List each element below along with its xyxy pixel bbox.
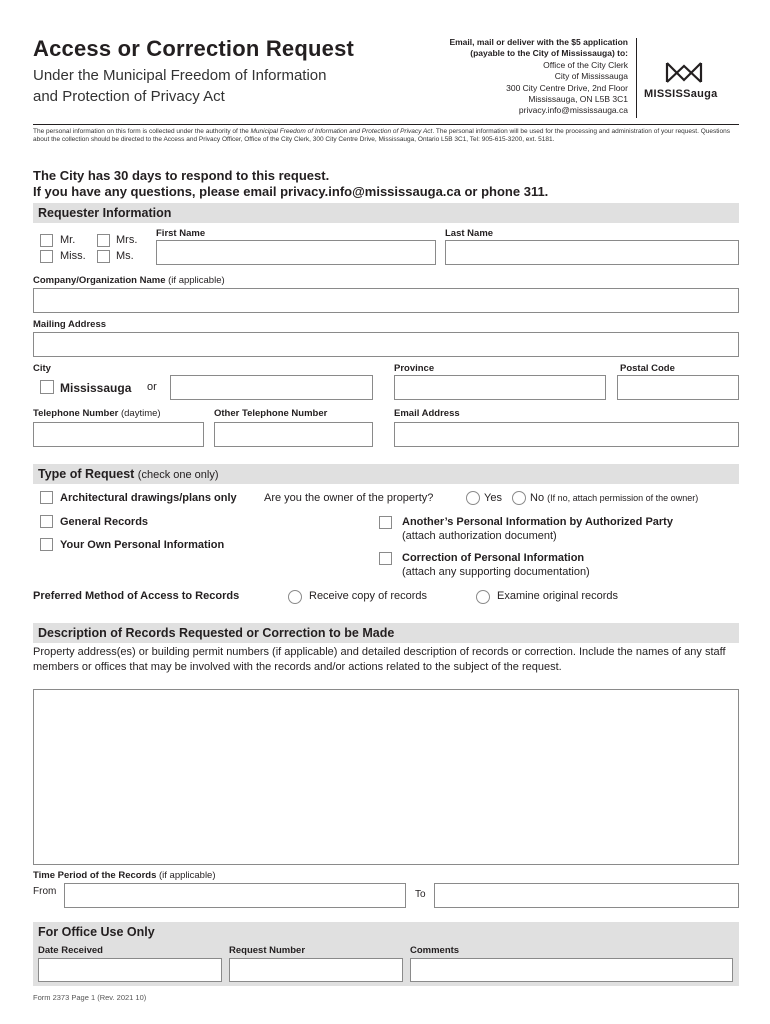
address-line-7: privacy.info@mississauga.ca (518, 105, 628, 116)
correction-checkbox[interactable] (379, 552, 392, 565)
time-period-note: (if applicable) (159, 870, 216, 881)
mailing-address-field[interactable] (33, 332, 739, 357)
owner-question: Are you the owner of the property? (264, 492, 434, 504)
company-label-note: (if applicable) (168, 275, 225, 286)
date-received-label: Date Received (38, 945, 103, 956)
company-field[interactable] (33, 288, 739, 313)
header-divider (636, 38, 637, 118)
owner-yes-radio[interactable] (466, 491, 480, 505)
page-subtitle-line-2: and Protection of Privacy Act (33, 88, 225, 105)
another-info-label: Another’s Personal Information by Authorized Party (402, 516, 673, 528)
comments-label: Comments (410, 945, 460, 956)
owner-no-label (530, 492, 698, 504)
from-field[interactable] (64, 883, 406, 908)
company-label-text: Company/Organization Name (33, 275, 166, 286)
first-name-field[interactable] (156, 240, 436, 265)
phone-label (33, 408, 161, 419)
title-ms-label: Ms. (116, 250, 134, 262)
address-line-3: Office of the City Clerk (543, 59, 628, 70)
general-records-label: General Records (60, 516, 149, 528)
owner-no-note: (If no, attach permission of the owner) (547, 493, 699, 503)
architectural-label: Architectural drawings/plans only (60, 492, 237, 504)
office-use-panel (33, 922, 739, 986)
phone-label-text: Telephone Number (33, 408, 119, 419)
receive-copy-label: Receive copy of records (309, 590, 427, 602)
own-info-label: Your Own Personal Information (60, 539, 225, 551)
title-mr-label: Mr. (60, 234, 76, 246)
owner-no-radio[interactable] (512, 491, 526, 505)
own-info-checkbox[interactable] (40, 538, 53, 551)
correction-note: (attach any supporting documentation) (402, 566, 590, 578)
email-label: Email Address (394, 408, 460, 419)
section-requester (33, 203, 739, 223)
postal-code-field[interactable] (617, 375, 739, 400)
mailing-address-label: Mailing Address (33, 319, 107, 330)
other-phone-field[interactable] (214, 422, 373, 447)
city-logo (644, 60, 738, 100)
other-phone-label: Other Telephone Number (214, 408, 328, 419)
time-period-label (33, 870, 216, 881)
postal-code-label: Postal Code (620, 363, 675, 374)
section-request-type-note: (check one only) (137, 469, 219, 481)
phone-field[interactable] (33, 422, 204, 447)
city-mississauga-checkbox[interactable] (40, 380, 54, 394)
description-instructions: Property address(es) or building permit numbers (if applicable) and detailed description of records or correction. Include the names of any staff members or offices that may be involved with the records and/or actions related to the subject of the request. (33, 646, 726, 673)
logo-mark-icon (664, 60, 704, 86)
city-field[interactable] (170, 375, 373, 400)
title-ms-checkbox[interactable] (97, 250, 110, 263)
address-line-6: Mississauga, ON L5B 3C1 (528, 94, 628, 105)
city-mississauga-label: Mississauga (60, 381, 132, 395)
section-requester-heading: Requester Information (38, 206, 172, 220)
address-line-1: Email, mail or deliver with the $5 application (449, 37, 628, 47)
date-received-field[interactable] (38, 958, 222, 982)
privacy-text-1: The personal information on this form is collected under the authority of the (33, 128, 251, 135)
correction-label: Correction of Personal Information (402, 552, 585, 564)
title-miss-label: Miss. (60, 250, 86, 262)
privacy-act-name: Municipal Freedom of Information and Protection of Privacy Act (250, 128, 433, 135)
another-info-checkbox[interactable] (379, 516, 392, 529)
title-mrs-checkbox[interactable] (97, 234, 110, 247)
time-period-text: Time Period of the Records (33, 870, 157, 881)
general-records-checkbox[interactable] (40, 515, 53, 528)
address-line-5: 300 City Centre Drive, 2nd Floor (506, 82, 628, 93)
owner-no-text: No (530, 492, 545, 504)
company-label (33, 275, 225, 286)
contact-notice: If you have any questions, please email privacy.info@mississauga.ca or phone 311. (33, 184, 549, 199)
city-label: City (33, 363, 51, 374)
first-name-label: First Name (156, 228, 206, 239)
architectural-checkbox[interactable] (40, 491, 53, 504)
comments-field[interactable] (410, 958, 733, 982)
address-line-4: City of Mississauga (554, 71, 628, 82)
preferred-method-label: Preferred Method of Access to Records (33, 590, 240, 602)
province-label: Province (394, 363, 435, 374)
to-field[interactable] (434, 883, 739, 908)
owner-yes-label: Yes (484, 492, 502, 504)
section-request-type (33, 464, 739, 484)
request-number-label: Request Number (229, 945, 306, 956)
office-use-heading: For Office Use Only (38, 925, 155, 939)
mailing-instructions (398, 37, 628, 117)
province-field[interactable] (394, 375, 606, 400)
page-subtitle-line-1: Under the Municipal Freedom of Information (33, 67, 327, 84)
privacy-text-2: . The personal information will be used for the processing and administration of your request. Questions about the collection should be directed to the Access and Privacy Officer, Office of the City Clerk, 300 City Centre Drive, Mississauga, Ontario L5B 3C1, Tel: 905-615-3200, ext. 5181. (33, 128, 730, 144)
examine-original-radio[interactable] (476, 590, 490, 604)
phone-label-note: (daytime) (120, 408, 161, 419)
page-title: Access or Correction Request (33, 36, 355, 61)
address-line-2: (payable to the City of Mississauga) to: (470, 48, 628, 59)
last-name-field[interactable] (445, 240, 739, 265)
city-or-label: or (147, 381, 157, 393)
email-field[interactable] (394, 422, 739, 447)
receive-copy-radio[interactable] (288, 590, 302, 604)
another-info-note: (attach authorization document) (402, 530, 557, 542)
section-description-heading: Description of Records Requested or Correction to be Made (38, 626, 395, 640)
title-miss-checkbox[interactable] (40, 250, 53, 263)
privacy-notice (33, 128, 739, 144)
form-footer: Form 2373 Page 1 (Rev. 2021 10) (33, 993, 147, 1002)
response-notice: The City has 30 days to respond to this request. (33, 168, 330, 183)
logo-wordmark: MISSISSauga (644, 88, 718, 100)
section-description (33, 623, 739, 643)
header-rule (33, 124, 739, 125)
request-number-field[interactable] (229, 958, 403, 982)
to-label: To (415, 889, 426, 900)
section-request-type-heading: Type of Request (38, 467, 135, 481)
description-textarea[interactable] (33, 689, 739, 865)
title-mr-checkbox[interactable] (40, 234, 53, 247)
last-name-label: Last Name (445, 228, 494, 239)
from-label: From (33, 886, 57, 897)
title-mrs-label: Mrs. (116, 234, 138, 246)
examine-original-label: Examine original records (497, 590, 619, 602)
